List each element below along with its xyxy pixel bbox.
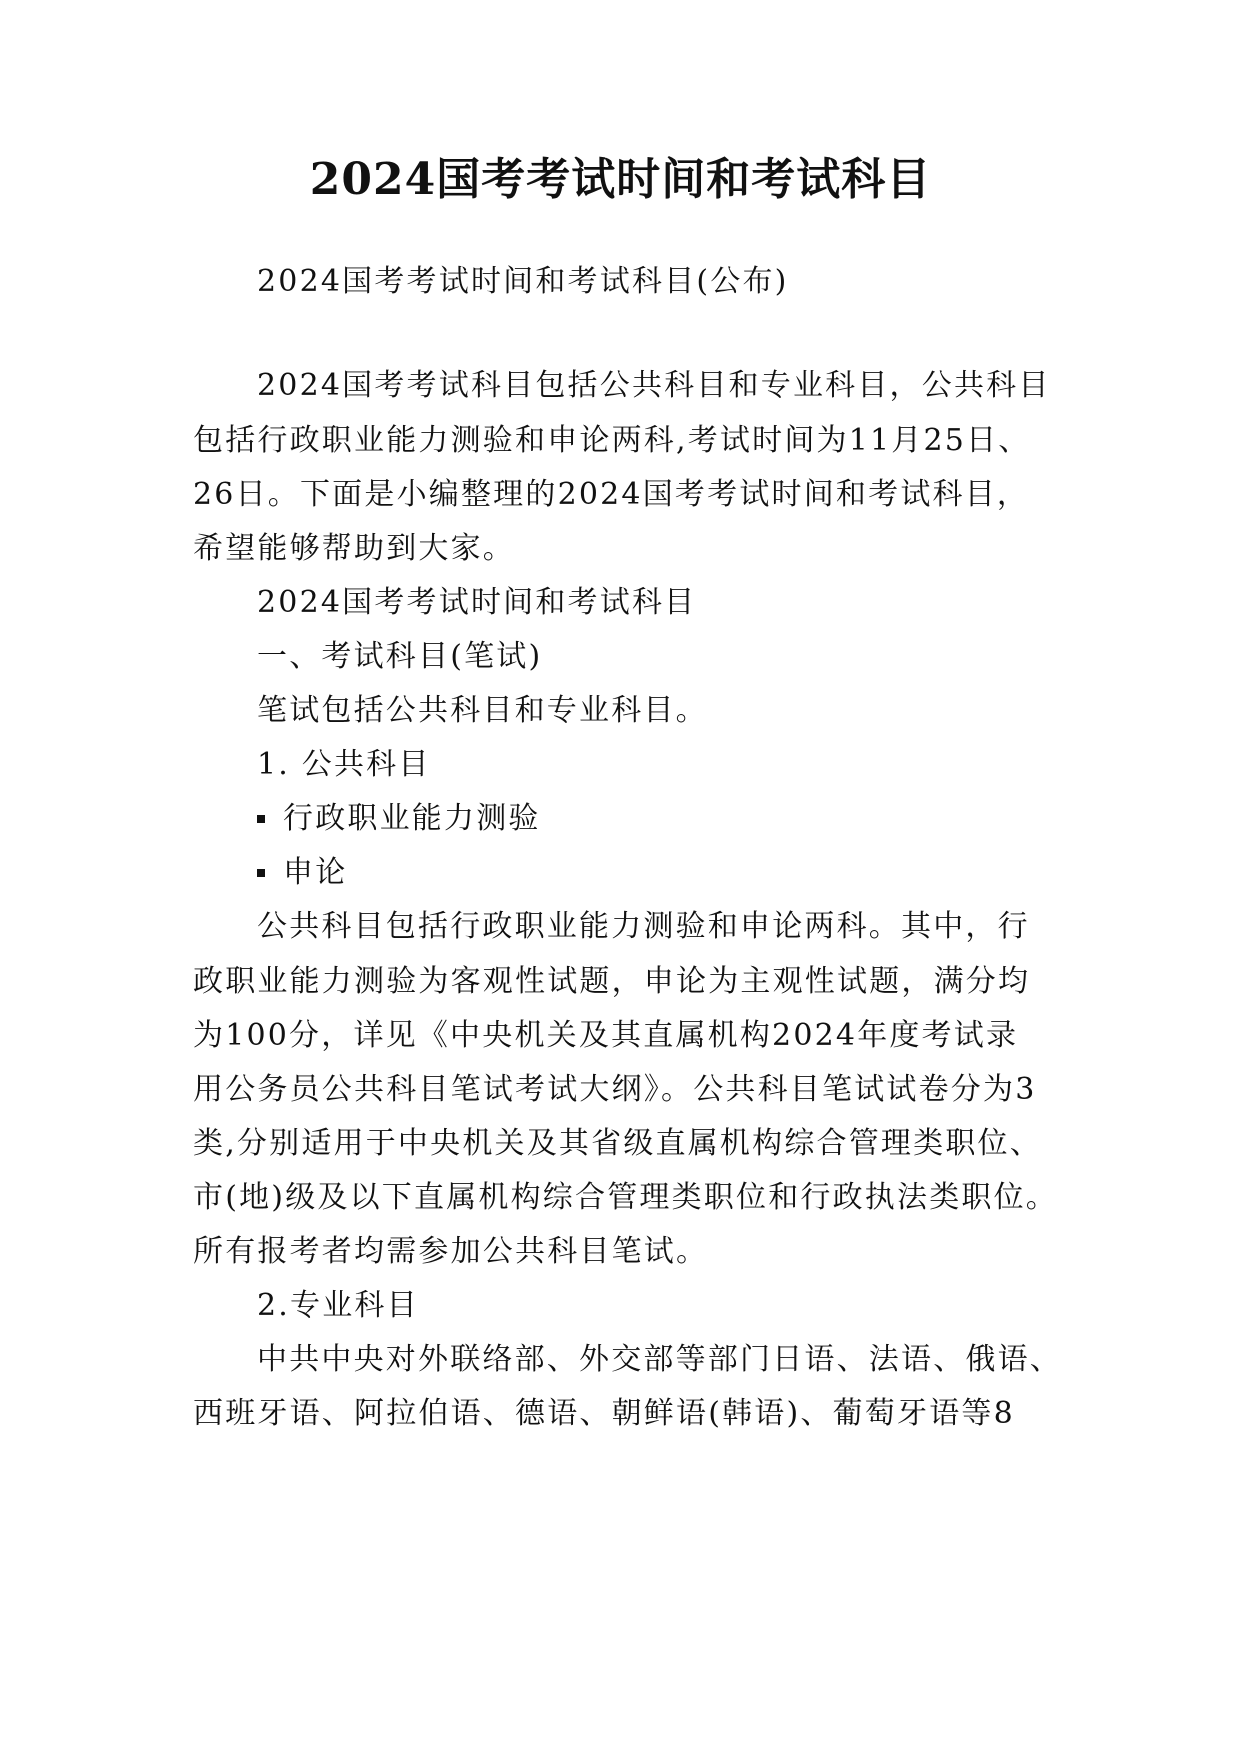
professional-line-1: 中共中央对外联络部、外交部等部门日语、法语、俄语、 (257, 1342, 1062, 1377)
section-heading: 2024国考考试时间和考试科目 (257, 585, 697, 620)
professional-subjects-heading: 2.专业科目 (257, 1288, 419, 1323)
public-line-1: 公共科目包括行政职业能力测验和申论两科。其中，行 (257, 909, 1030, 944)
bullet-square-icon (257, 869, 265, 877)
bullet-item (257, 853, 347, 893)
subtitle: 2024国考考试时间和考试科目(公布) (257, 264, 789, 299)
document-title: 2024国考考试时间和考试科目 (309, 154, 932, 205)
public-line-5: 类,分别适用于中央机关及其省级直属机构综合管理类职位、 (193, 1126, 1042, 1161)
intro-line-2: 包括行政职业能力测验和申论两科,考试时间为11月25日、 (193, 423, 1031, 458)
professional-line-2: 西班牙语、阿拉伯语、德语、朝鲜语(韩语)、葡萄牙语等8 (193, 1396, 1015, 1431)
public-line-2: 政职业能力测验为客观性试题，申论为主观性试题，满分均 (193, 964, 1031, 999)
intro-line-3: 26日。下面是小编整理的2024国考考试时间和考试科目， (193, 477, 1030, 512)
public-subjects-heading: 1. 公共科目 (257, 747, 431, 782)
written-intro: 笔试包括公共科目和专业科目。 (257, 693, 708, 728)
public-line-4: 用公务员公共科目笔试考试大纲》。公共科目笔试试卷分为3 (193, 1072, 1037, 1107)
part-one-heading: 一、考试科目(笔试) (257, 639, 543, 674)
intro-line-4: 希望能够帮助到大家。 (193, 531, 515, 566)
bullet-item-label: 申论 (283, 855, 348, 890)
bullet-square-icon (257, 815, 265, 823)
bullet-item (257, 799, 541, 839)
intro-line-1: 2024国考考试科目包括公共科目和专业科目，公共科目 (257, 368, 1051, 403)
bullet-item-label: 行政职业能力测验 (283, 801, 541, 836)
public-line-7: 所有报考者均需参加公共科目笔试。 (193, 1234, 709, 1269)
public-line-3: 为100分，详见《中央机关及其直属机构2024年度考试录 (193, 1018, 1019, 1053)
public-line-6: 市(地)级及以下直属机构综合管理类职位和行政执法类职位。 (193, 1180, 1059, 1215)
